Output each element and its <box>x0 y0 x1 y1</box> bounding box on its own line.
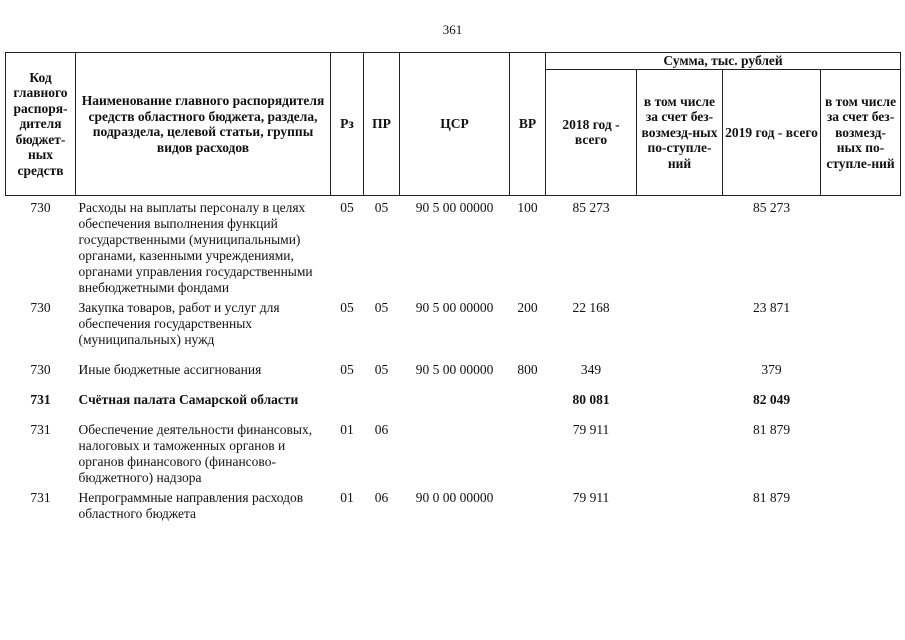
cell-vr <box>510 378 546 408</box>
table-row <box>6 196 901 297</box>
cell-2019-total: 82 049 <box>752 392 791 407</box>
cell-rz: 01 <box>340 422 354 437</box>
cell-code: 730 <box>30 362 51 377</box>
page-number: 361 <box>442 22 463 37</box>
cell-pr: 06 <box>374 422 389 437</box>
cell-2018-total: 80 081 <box>572 392 610 407</box>
cell-pr: 05 <box>374 362 389 377</box>
cell-csr: 90 5 00 00000 <box>415 300 494 315</box>
cell-2018-grants <box>637 408 723 486</box>
cell-rz: 01 <box>340 490 354 505</box>
table-row <box>6 378 901 408</box>
header-2018-total: 2018 год - всего <box>546 69 637 196</box>
cell-2019-total: 379 <box>761 362 782 377</box>
cell-2019-grants <box>821 196 901 297</box>
cell-csr: 90 0 00 00000 <box>415 490 494 505</box>
cell-2018-grants <box>637 378 723 408</box>
cell-2019-grants <box>821 378 901 408</box>
header-name: Наименование главного распорядителя средств областного бюджета, раздела, подраздела, целевой статьи, группы видов расходов <box>76 53 331 196</box>
cell-2019-grants <box>821 296 901 348</box>
budget-table <box>5 52 901 522</box>
cell-2018-total: 349 <box>580 362 602 377</box>
cell-name: Иные бюджетные ассигнования <box>78 362 262 377</box>
table-row <box>6 348 901 378</box>
cell-2018-total: 22 168 <box>572 300 610 315</box>
cell-pr: 06 <box>374 490 389 505</box>
cell-name: Закупка товаров, работ и услуг для обеспечения государственных (муниципальных) нужд <box>78 300 280 347</box>
cell-name: Счётная палата Самарской области <box>78 392 299 407</box>
cell-code: 730 <box>30 200 51 215</box>
cell-name: Расходы на выплаты персоналу в целях обеспечения выполнения функций государственными (муниципальными) органами, казенными учреждениями, органами управления государственными внебюджетными фондами <box>78 200 313 295</box>
cell-csr: 90 5 00 00000 <box>415 200 494 215</box>
cell-2018-grants <box>637 348 723 378</box>
cell-rz: 05 <box>340 200 354 215</box>
table-body <box>6 196 901 523</box>
cell-2018-total: 85 273 <box>572 200 610 215</box>
cell-2018-grants <box>637 196 723 297</box>
cell-code: 731 <box>30 490 51 505</box>
table-row <box>6 486 901 522</box>
header-rz: Рз <box>331 53 364 196</box>
cell-2019-total: 23 871 <box>752 300 791 315</box>
cell-csr <box>400 378 510 408</box>
cell-vr <box>510 486 546 522</box>
header-csr: ЦСР <box>400 53 510 196</box>
cell-2019-total: 85 273 <box>752 200 791 215</box>
header-sum-group: Сумма, тыс. рублей <box>546 53 901 70</box>
cell-code: 731 <box>30 392 51 407</box>
cell-pr <box>364 378 400 408</box>
cell-code: 731 <box>30 422 51 437</box>
table-header <box>6 53 901 196</box>
cell-pr: 05 <box>374 200 389 215</box>
cell-csr: 90 5 00 00000 <box>415 362 494 377</box>
cell-2019-grants <box>821 348 901 378</box>
cell-2019-total: 81 879 <box>752 490 791 505</box>
header-2019-total: 2019 год - всего <box>723 69 821 196</box>
cell-2019-grants <box>821 486 901 522</box>
cell-2018-total: 79 911 <box>572 490 610 505</box>
cell-rz <box>331 378 364 408</box>
table-row <box>6 408 901 486</box>
header-2018-grants: в том числе за счет без-возмезд-ных по-ступле-ний <box>637 69 723 196</box>
header-pr: ПР <box>364 53 400 196</box>
header-vr: ВР <box>510 53 546 196</box>
cell-2019-total: 81 879 <box>752 422 791 437</box>
cell-rz: 05 <box>340 300 354 315</box>
cell-2018-grants <box>637 486 723 522</box>
cell-name: Непрограммные направления расходов областного бюджета <box>78 490 304 521</box>
cell-csr <box>400 408 510 486</box>
cell-rz: 05 <box>340 362 354 377</box>
cell-vr: 800 <box>517 362 538 377</box>
cell-2018-grants <box>637 296 723 348</box>
cell-vr: 100 <box>517 200 538 215</box>
header-code: Код главного распоря-дителя бюджет-ных средств <box>6 53 76 196</box>
table-row <box>6 296 901 348</box>
cell-vr: 200 <box>517 300 538 315</box>
cell-vr <box>510 408 546 486</box>
cell-name: Обеспечение деятельности финансовых, налоговых и таможенных органов и органов финансового (финансово-бюджетного) надзора <box>78 422 313 485</box>
cell-code: 730 <box>30 300 51 315</box>
cell-2019-grants <box>821 408 901 486</box>
header-2019-grants: в том числе за счет без-возмезд-ных по-ступле-ний <box>821 69 901 196</box>
cell-2018-total: 79 911 <box>572 422 610 437</box>
cell-pr: 05 <box>374 300 389 315</box>
